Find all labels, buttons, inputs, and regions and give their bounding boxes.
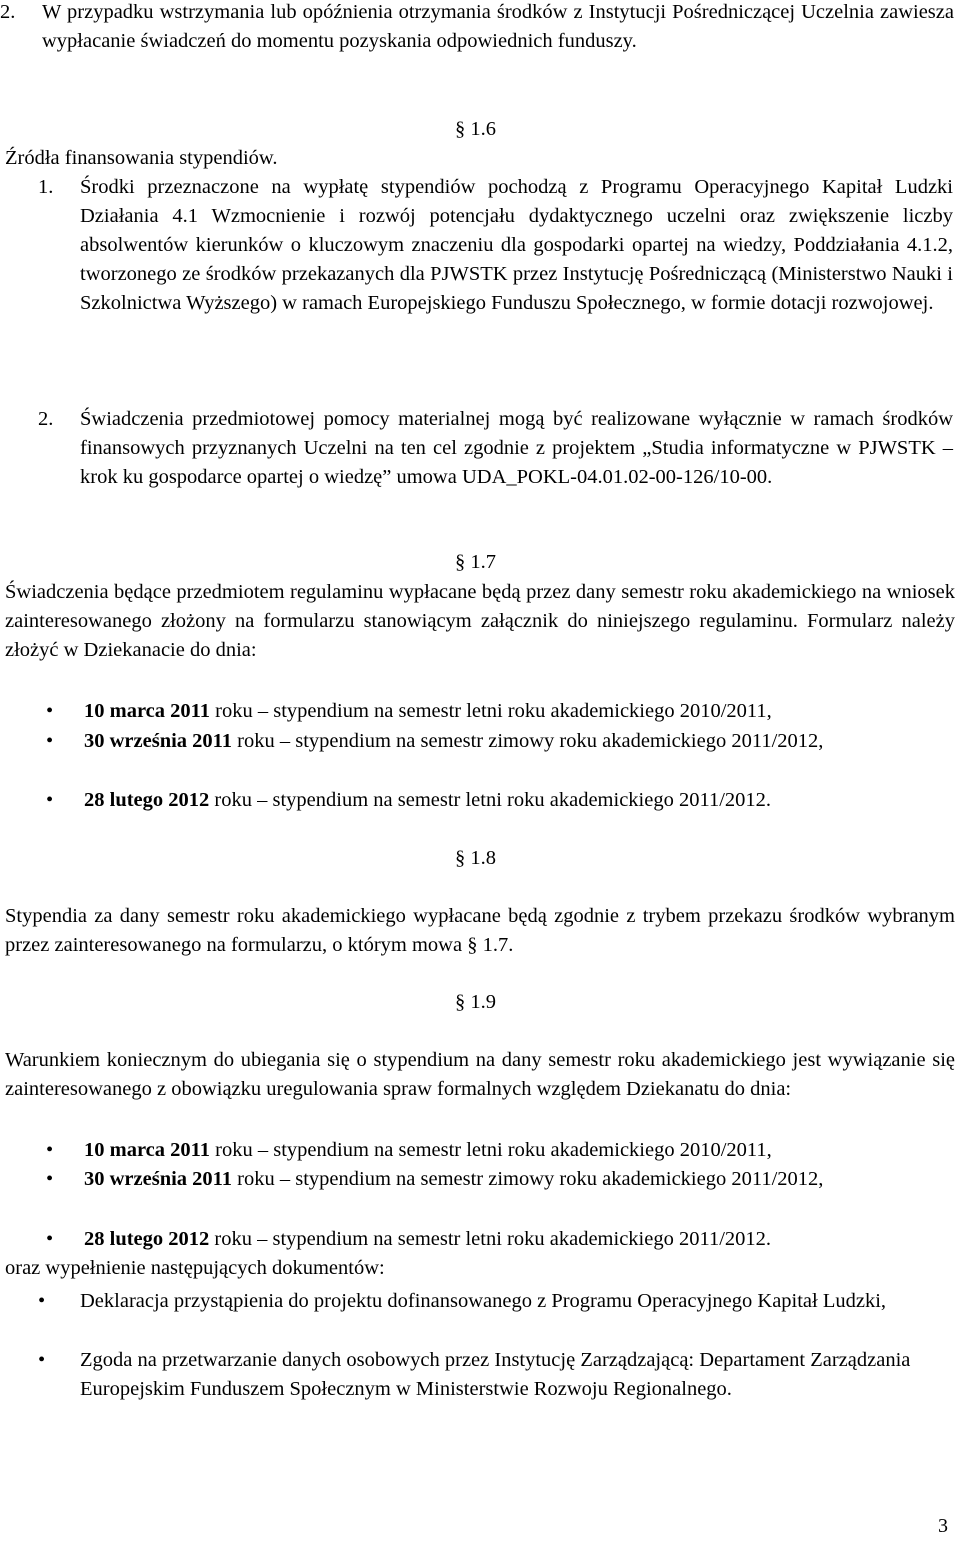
item-text: Środki przeznaczone na wypłatę stypendiów pochodzą z Programu Operacyjnego Kapitał Ludzki Działania 4.1 Wzmocnienie i rozwój potencjału dydaktycznego uczelni oraz zwiększenie liczby absolwentów kierunków o kluczowym znaczeniu dla gospodarki opartej na wiedzy, Poddziałania 4.1.2, tworzonego ze środków przekazanych dla PJWSTK przez Instytucję Pośredniczącą (Ministerstwo Nauki i Szkolnictwa Wyższego) w ramach Europejskiego Funduszu Społecznego, w formie dotacji rozwojowej. bbox=[80, 176, 953, 314]
section-intro: Świadczenia będące przedmiotem regulaminu wypłacane będą przez dany semestr roku akademickiego na wniosek zainteresowanego złożony na formularzu stanowiącym załącznik do niniejszego regulaminu. Formularz należy złożyć w Dziekanacie do dnia: bbox=[5, 581, 955, 661]
top-item bbox=[0, 0, 954, 56]
section-title: Źródła finansowania stypendiów. bbox=[5, 147, 278, 169]
list-item bbox=[38, 1287, 918, 1316]
deadline-text: roku – stypendium na semestr letni roku akademickiego 2011/2012. bbox=[209, 789, 772, 811]
list-item bbox=[38, 1346, 918, 1404]
bullet-icon: • bbox=[46, 1228, 54, 1250]
deadline-date: 10 marca 2011 bbox=[84, 700, 211, 722]
deadline-date: 28 lutego 2012 bbox=[84, 1228, 210, 1250]
item-text: Świadczenia przedmiotowej pomocy materialnej mogą być realizowane wyłącznie w ramach środków finansowych przyznanych Uczelni na ten cel zgodnie z projektem „Studia informatyczne w PJWSTK – krok ku gospodarce opartej o wiedzę” umowa UDA_POKL-04.01.02-00-126/10-00. bbox=[80, 408, 953, 488]
deadline-date: 28 lutego 2012 bbox=[84, 789, 210, 811]
bullet-icon: • bbox=[38, 1290, 46, 1312]
page-number: 3 bbox=[938, 1515, 948, 1537]
deadline-text: roku – stypendium na semestr zimowy roku akademickiego 2011/2012, bbox=[232, 1168, 824, 1190]
list-item bbox=[46, 1136, 955, 1165]
deadline-date: 10 marca 2011 bbox=[84, 1139, 211, 1161]
section-heading-1-7: § 1.7 bbox=[455, 551, 496, 573]
bullet-icon: • bbox=[46, 1139, 54, 1161]
numbered-item bbox=[38, 173, 953, 318]
section-intro: Warunkiem koniecznym do ubiegania się o stypendium na dany semestr roku akademickiego jest wywiązanie się zainteresowanego z obowiązku uregulowania spraw formalnych względem Dziekanatu do dnia: bbox=[5, 1049, 955, 1100]
bullet-icon: • bbox=[46, 730, 54, 752]
deadline-text: roku – stypendium na semestr zimowy roku akademickiego 2011/2012, bbox=[232, 730, 824, 752]
bullet-icon: • bbox=[46, 700, 54, 722]
section-heading-1-6: § 1.6 bbox=[455, 118, 496, 140]
deadline-text: roku – stypendium na semestr letni roku akademickiego 2010/2011, bbox=[210, 1139, 772, 1161]
deadline-text: roku – stypendium na semestr letni roku akademickiego 2010/2011, bbox=[210, 700, 772, 722]
bullet-icon: • bbox=[46, 1168, 54, 1190]
deadline-date: 30 września 2011 bbox=[84, 1168, 233, 1190]
list-item bbox=[46, 697, 955, 726]
bullet-icon: • bbox=[38, 1349, 46, 1371]
section-heading-1-9: § 1.9 bbox=[455, 991, 496, 1013]
section-heading-1-8: § 1.8 bbox=[455, 847, 496, 869]
section-text: Stypendia za dany semestr roku akademickiego wypłacane będą zgodnie z trybem przekazu środków wybranym przez zainteresowanego na formularzu, o którym mowa § 1.7. bbox=[5, 905, 955, 956]
item-text: W przypadku wstrzymania lub opóźnienia otrzymania środków z Instytucji Pośredniczącej Uczelnia zawiesza wypłacanie świadczeń do momentu pozyskania odpowiednich funduszy. bbox=[42, 1, 954, 52]
numbered-item bbox=[38, 405, 953, 492]
deadline-text: roku – stypendium na semestr letni roku akademickiego 2011/2012. bbox=[209, 1228, 772, 1250]
list-item bbox=[46, 727, 955, 756]
bullet-icon: • bbox=[46, 789, 54, 811]
deadline-date: 30 września 2011 bbox=[84, 730, 233, 752]
item-number: 1. bbox=[38, 176, 54, 198]
documents-intro: oraz wypełnienie następujących dokumentów: bbox=[5, 1257, 385, 1279]
document-name: Zgoda na przetwarzanie danych osobowych przez Instytucję Zarządzającą: Departament Zarządzania Europejskim Funduszem Społecznym w Ministerstwie Rozwoju Regionalnego. bbox=[80, 1349, 911, 1400]
list-item bbox=[46, 1165, 955, 1194]
document-name: Deklaracja przystąpienia do projektu dofinansowanego z Programu Operacyjnego Kapitał Ludzki, bbox=[80, 1290, 887, 1312]
item-number: 2. bbox=[38, 408, 54, 430]
list-item bbox=[46, 1225, 955, 1254]
item-number: 2. bbox=[0, 1, 16, 23]
list-item bbox=[46, 786, 955, 815]
